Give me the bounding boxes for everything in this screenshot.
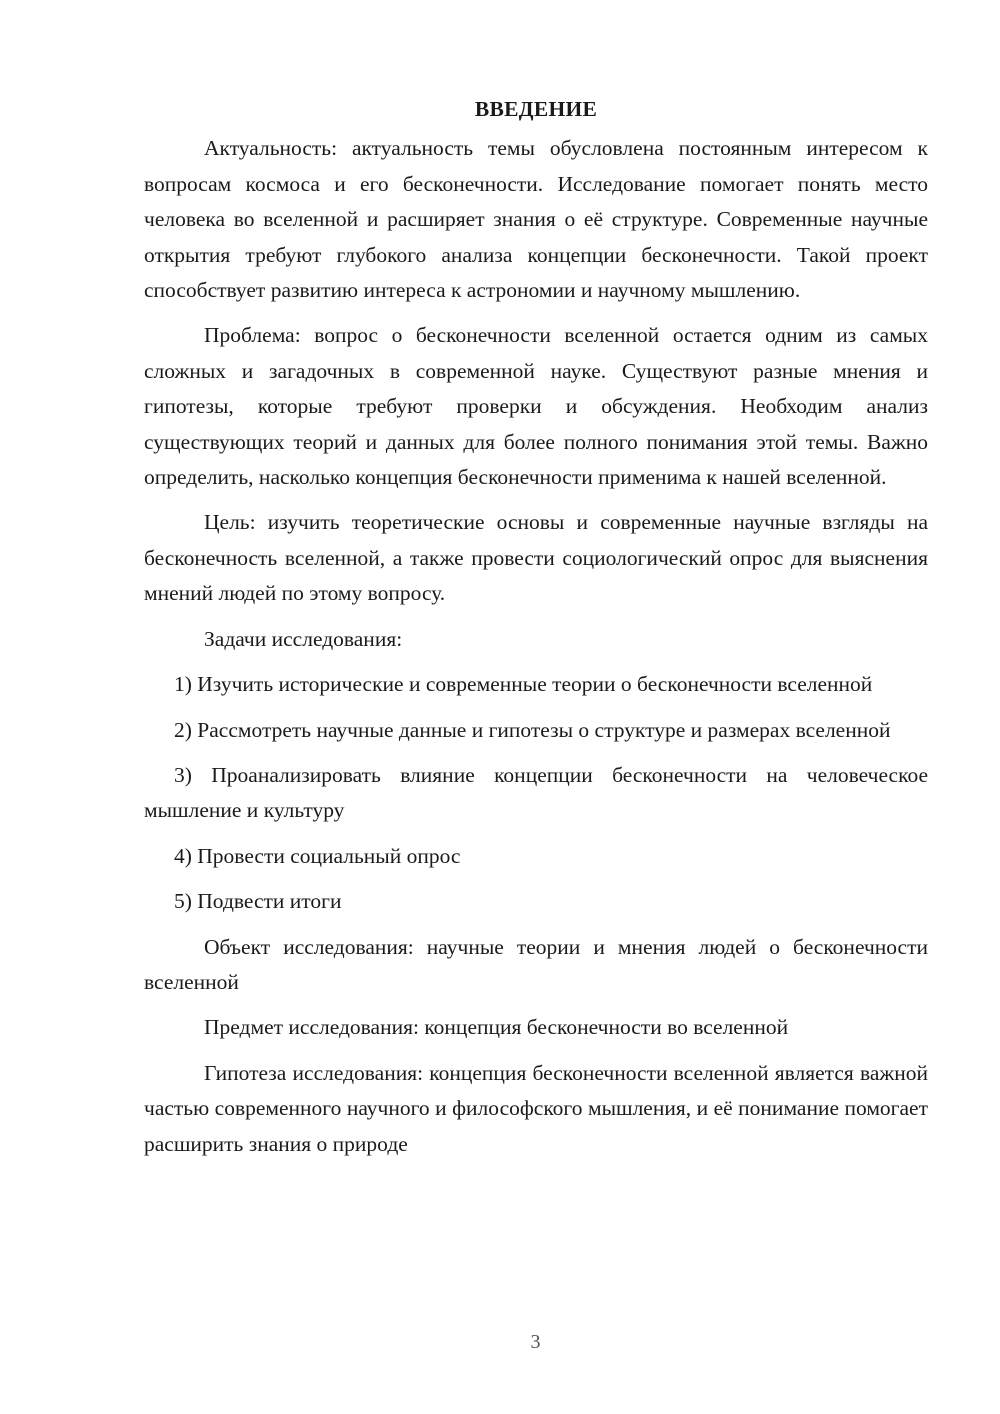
paragraph-subject: Предмет исследования: концепция бесконечности во вселенной — [204, 1015, 789, 1040]
page-title: ВВЕДЕНИЕ — [474, 97, 598, 121]
paragraph-hypothesis: Гипотеза исследования: концепция бесконечности вселенной является важной частью современного научного и философского мышления, и её понимание помогает расширить знания о природе — [144, 1060, 928, 1156]
task-item-5: 5) Подвести итоги — [174, 889, 342, 914]
task-item-2: 2) Рассмотреть научные данные и гипотезы о структуре и размерах вселенной — [174, 717, 891, 742]
page-number: 3 — [530, 1331, 541, 1353]
paragraph-goal: Цель: изучить теоретические основы и современные научные взгляды на бесконечность вселенной, а также провести социологический опрос для выяснения мнений людей по этому вопросу. — [144, 510, 928, 606]
paragraph-relevance: Актуальность: актуальность темы обусловлена постоянным интересом к вопросам космоса и его бесконечности. Исследование помогает понять место человека во вселенной и расширяет знания о её структуре. Современные научные открытия требуют глубокого анализа концепции бесконечности. Такой проект способствует развитию интереса к астрономии и научному мышлению. — [144, 136, 928, 303]
task-item-3: 3) Проанализировать влияние концепции бесконечности на человеческое мышление и культуру — [144, 762, 928, 823]
paragraph-problem: Проблема: вопрос о бесконечности вселенной остается одним из самых сложных и загадочных в современной науке. Существуют разные мнения и гипотезы, которые требуют проверки и обсуждения. Необходим анализ существующих теорий и данных для более полного понимания этой темы. Важно определить, насколько концепция бесконечности применима к нашей вселенной. — [144, 323, 928, 490]
paragraph-object: Объект исследования: научные теории и мнения людей о бесконечности вселенной — [144, 934, 928, 994]
document-body — [144, 92, 928, 1172]
task-item-4: 4) Провести социальный опрос — [174, 843, 461, 868]
task-item-1: 1) Изучить исторические и современные теории о бесконечности вселенной — [174, 672, 873, 697]
paragraph-tasks-heading: Задачи исследования: — [204, 626, 403, 651]
